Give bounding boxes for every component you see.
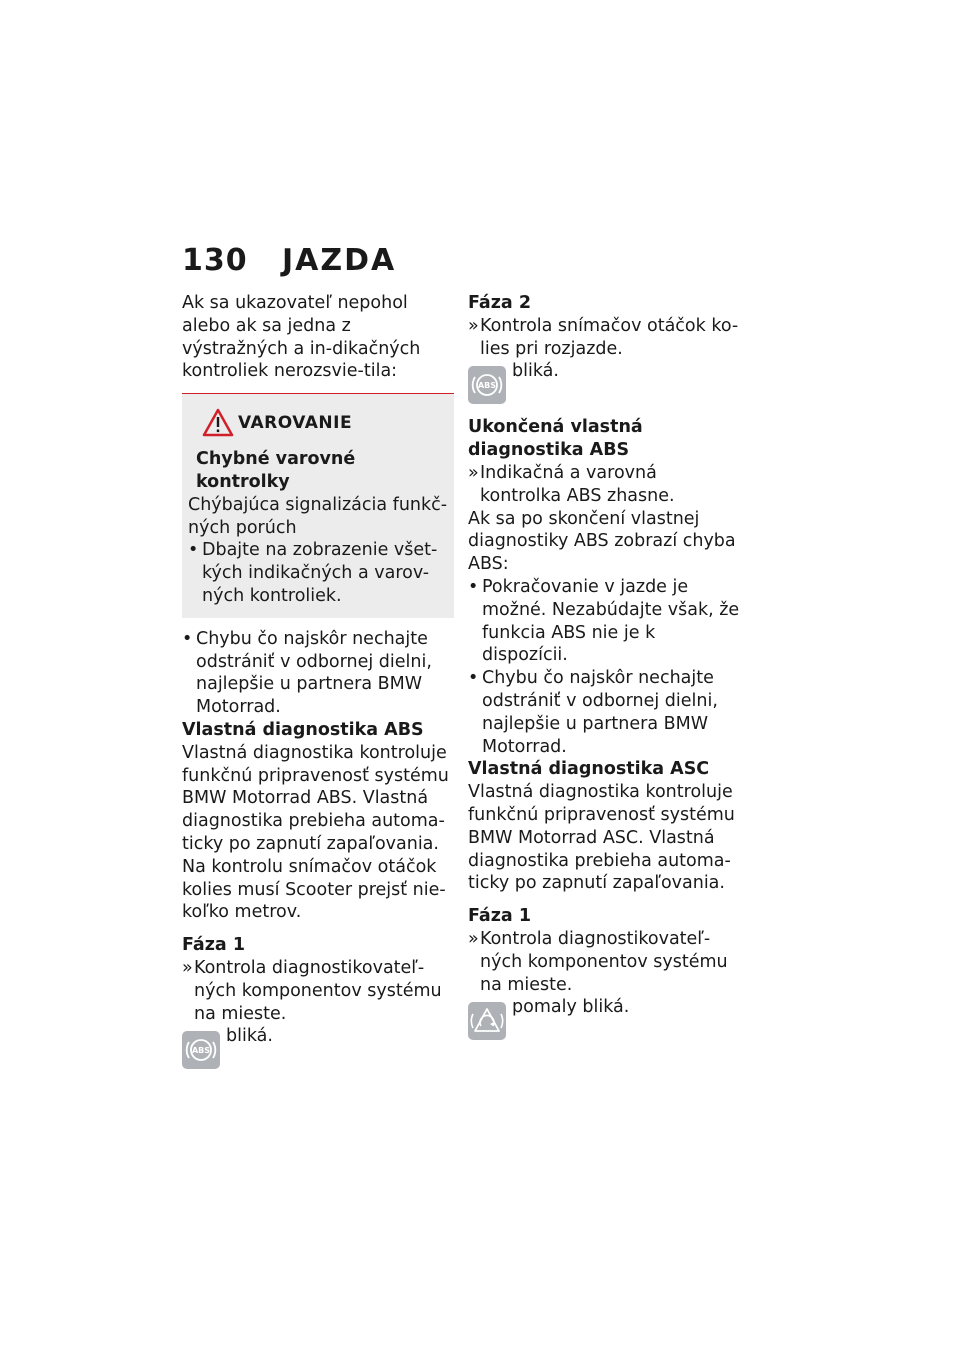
warning-title: VAROVANIE <box>238 413 353 434</box>
warning-header <box>188 408 448 442</box>
section-heading: Vlastná diagnostika ABS <box>182 719 424 740</box>
section-title: JAZDA <box>282 243 397 278</box>
indicator-state: bliká. <box>226 1026 273 1047</box>
warning-subtitle: Chybné varovné kontrolky <box>196 449 356 492</box>
phase-heading: Fáza 1 <box>182 935 246 956</box>
action-item: » Kontrola diagnostikovateľ-ných komponentov systému na mieste. <box>182 957 454 1025</box>
abs-warning-icon <box>182 1031 220 1069</box>
left-column <box>182 292 454 1079</box>
warning-bullet: • Dbajte na zobrazenie všet-kých indikačných a varov-ných kontroliek. <box>188 539 448 607</box>
bullet-item: • Pokračovanie v jazde je možné. Nezabúdajte však, že funkcia ABS nie je k dispozícii. <box>468 576 740 667</box>
bullet-item: • Chybu čo najskôr nechajte odstrániť v odbornej dielni, najlepšie u partnera BMW Motorrad. <box>468 667 740 758</box>
warning-triangle-icon <box>202 408 234 437</box>
section-text: Vlastná diagnostika kontroluje funkčnú pripravenosť systému BMW Motorrad ABS. Vlastná diagnostika prebieha automa-ticky po zapnutí zapaľovania. Na kontrolu snímačov otáčok kolies musí Scooter prejsť nie-koľko metrov. <box>182 742 449 923</box>
svg-text:ABS: ABS <box>477 381 497 391</box>
phase-heading: Fáza 2 <box>468 293 532 313</box>
action-item: » Kontrola diagnostikovateľ-ných komponentov systému na mieste. <box>468 928 740 996</box>
indicator-state: pomaly bliká. <box>512 997 630 1018</box>
intro-paragraph: Ak sa ukazovateľ nepohol alebo ak sa jedna z výstražných a in-dikačných kontroliek nerozsvie-tila: <box>182 293 421 382</box>
action-item: » Kontrola snímačov otáčok ko-lies pri rozjazde. <box>468 315 740 361</box>
section-heading: Vlastná diagnostika ASC <box>468 759 710 780</box>
right-column <box>468 292 740 1050</box>
svg-text:ABS: ABS <box>191 1046 211 1056</box>
phase-heading: Fáza 1 <box>468 906 532 927</box>
page-number: 130 <box>182 243 248 278</box>
indicator-row <box>468 360 740 404</box>
section-heading: Ukončená vlastná diagnostika ABS <box>468 417 643 461</box>
bullet-item: • Chybu čo najskôr nechajte odstrániť v odbornej dielni, najlepšie u partnera BMW Motorrad. <box>182 628 454 719</box>
warning-text: Chýbajúca signalizácia funkč-ných porúch <box>188 494 448 538</box>
indicator-row <box>182 1025 454 1069</box>
asc-warning-icon <box>468 1002 506 1040</box>
section-text: Vlastná diagnostika kontroluje funkčnú pripravenosť systému BMW Motorrad ASC. Vlastná diagnostika prebieha automa-ticky po zapnutí zapaľovania. <box>468 782 735 894</box>
error-paragraph: Ak sa po skončení vlastnej diagnostiky ABS zobrazí chyba ABS: <box>468 508 736 575</box>
abs-section <box>182 719 454 924</box>
warning-box <box>182 393 454 618</box>
action-item: » Indikačná a varovná kontrolka ABS zhasne. <box>468 462 740 508</box>
asc-section <box>468 758 740 895</box>
abs-warning-icon <box>468 366 506 404</box>
indicator-state: bliká. <box>512 361 559 382</box>
indicator-row <box>468 996 740 1040</box>
